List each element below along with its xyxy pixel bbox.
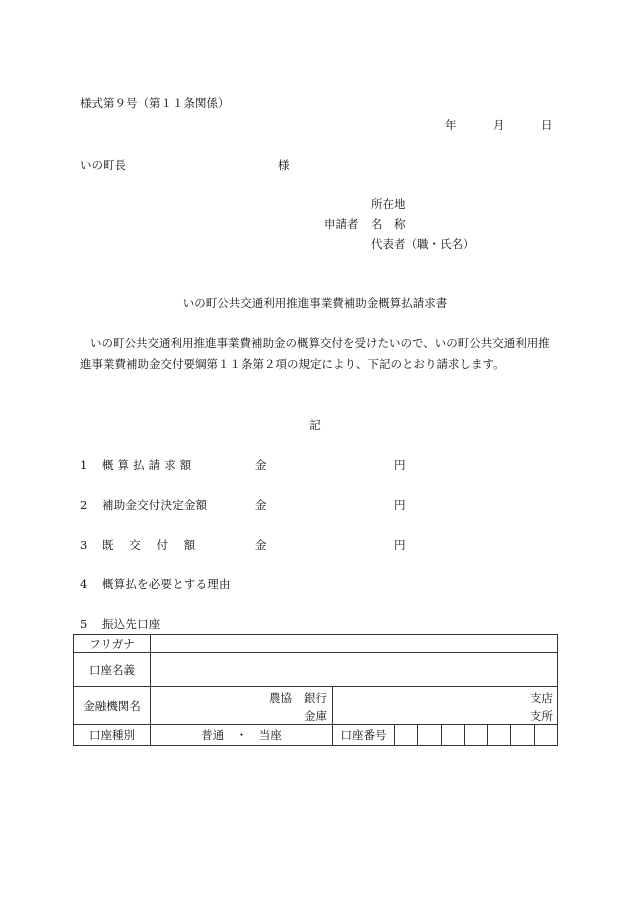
branch-name-field[interactable] (333, 687, 558, 725)
furigana-field[interactable] (151, 635, 558, 653)
item-4-label: 概算払を必要とする理由 (102, 577, 231, 591)
date-month-label: 月 (493, 118, 505, 132)
body-text: いの町公共交通利用推進事業費補助金の概算交付を受けたいので、いの町公共交通利用推進事業費補助金交付要綱第１１条第２項の規定により、下記のとおり請求します。 (80, 336, 550, 371)
account-number-field[interactable] (395, 725, 558, 746)
form-number: 様式第９号（第１１条関係） (80, 96, 230, 110)
digit-box[interactable] (441, 725, 464, 745)
bank-text: 銀行 (304, 690, 327, 705)
institution-label: 金融機関名 (74, 687, 151, 725)
item-5-label: 振込先口座 (102, 617, 161, 631)
applicant-rep-label: 代表者（職・氏名） (371, 237, 475, 251)
digit-box[interactable] (417, 725, 440, 745)
item-1-prefix: 金 (255, 458, 267, 472)
date-year-label: 年 (445, 118, 457, 132)
account-type-label: 口座種別 (74, 725, 151, 746)
addressee-name: いの町長 (80, 158, 126, 172)
document-title: いの町公共交通利用推進事業費補助金概算払請求書 (182, 296, 448, 310)
bank-account-table (73, 634, 558, 746)
item-4-number: 4 (80, 577, 88, 591)
account-type-options[interactable]: 普通 ・ 当座 (151, 725, 333, 746)
account-number-label: 口座番号 (333, 725, 395, 746)
branch-office-text: 支所 (530, 708, 554, 723)
ki-label: 記 (309, 418, 321, 432)
applicant-name-label: 名 称 (371, 217, 406, 231)
digit-box[interactable] (487, 725, 510, 745)
item-5-number: 5 (80, 617, 88, 631)
applicant-address-label: 所在地 (371, 197, 406, 211)
account-name-label: 口座名義 (74, 653, 151, 687)
branch-text: 支店 (530, 690, 554, 705)
institution-name-field[interactable] (151, 687, 333, 725)
account-name-field[interactable] (151, 653, 558, 687)
item-2-prefix: 金 (255, 498, 267, 512)
item-1-unit: 円 (394, 458, 406, 472)
furigana-label: フリガナ (74, 635, 151, 653)
nokyo-text: 農協 (269, 690, 292, 705)
item-2-number: 2 (80, 498, 88, 512)
item-1-number: 1 (80, 458, 88, 472)
digit-box[interactable] (534, 725, 557, 745)
date-day-label: 日 (541, 118, 553, 132)
digit-box[interactable] (395, 725, 417, 745)
item-3-number: 3 (80, 538, 88, 552)
item-3-label: 既 交 付 額 (102, 538, 196, 552)
addressee-honorific: 様 (278, 158, 290, 172)
shinkin-text: 金庫 (304, 708, 327, 723)
item-2-label: 補助金交付決定金額 (102, 498, 208, 512)
item-3-prefix: 金 (255, 538, 267, 552)
item-3-unit: 円 (394, 538, 406, 552)
item-2-unit: 円 (394, 498, 406, 512)
applicant-label: 申請者 (324, 217, 359, 231)
digit-box[interactable] (510, 725, 533, 745)
digit-box[interactable] (464, 725, 487, 745)
item-1-label: 概 算 払 請 求 額 (102, 458, 192, 472)
